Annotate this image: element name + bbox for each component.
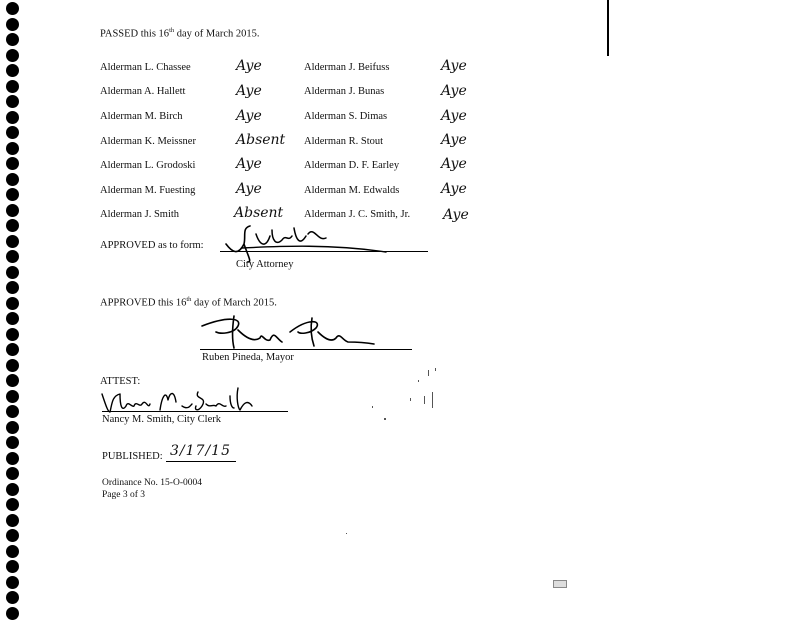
alderman-name: Alderman A. Hallett: [100, 86, 186, 97]
vote-mark: Aye: [441, 132, 467, 148]
alderman-name: Alderman S. Dimas: [304, 111, 388, 122]
binder-hole: [6, 436, 19, 449]
alderman-name: Alderman J. Smith: [100, 209, 180, 220]
binder-hole: [6, 390, 19, 403]
binder-hole: [6, 49, 19, 62]
scan-speck: [435, 368, 436, 371]
page-number: Page 3 of 3: [102, 490, 146, 500]
binder-hole: [6, 374, 19, 387]
binder-hole: [6, 560, 19, 573]
vote-mark: Aye: [236, 83, 262, 99]
binder-hole: [6, 80, 19, 93]
alderman-name: Alderman M. Fuesting: [100, 185, 196, 196]
alderman-name: Alderman M. Birch: [100, 111, 183, 122]
published-date-line: [166, 461, 236, 462]
binder-hole: [6, 421, 19, 434]
vote-mark: Aye: [441, 156, 467, 172]
scan-speck: [424, 396, 425, 404]
city-clerk-signature: [98, 384, 263, 418]
city-clerk-caption: Nancy M. Smith, City Clerk: [102, 414, 221, 425]
binder-hole: [6, 297, 19, 310]
alderman-name: Alderman R. Stout: [304, 136, 384, 147]
vote-mark: Aye: [441, 83, 467, 99]
approved-line: [100, 296, 277, 309]
passed-line: [100, 27, 260, 40]
alderman-name: Alderman J. C. Smith, Jr.: [304, 209, 411, 220]
binder-hole: [6, 545, 19, 558]
alderman-name: Alderman M. Edwalds: [304, 185, 400, 196]
binder-hole: [6, 64, 19, 77]
vote-mark: Absent: [236, 132, 286, 148]
vote-mark: Aye: [236, 108, 262, 124]
binder-hole: [6, 142, 19, 155]
mayor-signature: [198, 312, 378, 352]
binder-hole: [6, 250, 19, 263]
published-date: 3/17/15: [170, 443, 231, 459]
binder-hole: [6, 33, 19, 46]
scan-speck: [410, 398, 411, 401]
alderman-name: Alderman D. F. Earley: [304, 160, 400, 171]
passed-suffix: day of March 2015.: [174, 28, 260, 40]
published-label: PUBLISHED:: [102, 451, 163, 462]
vote-mark: Aye: [441, 108, 467, 124]
approved-form-label: APPROVED as to form:: [100, 240, 204, 251]
binder-hole: [6, 359, 19, 372]
ordinance-number: Ordinance No. 15-O-0004: [102, 478, 202, 488]
binder-hole: [6, 312, 19, 325]
city-attorney-signature-line: [220, 251, 428, 252]
binder-hole: [6, 18, 19, 31]
binder-hole: [6, 591, 19, 604]
binder-hole: [6, 498, 19, 511]
city-attorney-caption: City Attorney: [236, 259, 294, 270]
binder-hole: [6, 219, 19, 232]
approved-suffix: day of March 2015.: [191, 297, 277, 309]
passed-sup: th: [169, 27, 175, 34]
binder-hole: [6, 235, 19, 248]
binder-hole: [6, 173, 19, 186]
scan-edge-line: [607, 0, 609, 56]
scan-speck: [346, 533, 347, 534]
scan-speck: [428, 370, 429, 376]
scan-speck: [384, 418, 386, 420]
alderman-name: Alderman J. Bunas: [304, 86, 385, 97]
binder-hole: [6, 467, 19, 480]
alderman-name: Alderman K. Meissner: [100, 136, 196, 147]
binder-hole: [6, 483, 19, 496]
binder-hole: [6, 452, 19, 465]
binder-hole: [6, 281, 19, 294]
vote-mark: Aye: [441, 58, 467, 74]
approved-sup: th: [186, 296, 192, 303]
scan-speck: [432, 392, 433, 408]
binder-hole: [6, 529, 19, 542]
binder-hole: [6, 2, 19, 15]
binder-hole: [6, 328, 19, 341]
binder-hole: [6, 266, 19, 279]
binder-hole: [6, 405, 19, 418]
vote-mark: Absent: [234, 205, 284, 221]
binder-hole: [6, 204, 19, 217]
binder-hole: [6, 95, 19, 108]
city-attorney-signature: [222, 222, 392, 264]
scan-speck: [372, 406, 373, 408]
alderman-name: Alderman J. Beifuss: [304, 62, 390, 73]
city-clerk-signature-line: [102, 411, 288, 412]
vote-mark: Aye: [443, 207, 469, 223]
passed-prefix: PASSED this 16: [100, 28, 170, 40]
attest-label: ATTEST:: [100, 376, 141, 387]
vote-mark: Aye: [236, 58, 262, 74]
binder-hole: [6, 514, 19, 527]
vote-mark: Aye: [236, 181, 262, 197]
binder-hole: [6, 126, 19, 139]
binder-hole: [6, 188, 19, 201]
vote-mark: Aye: [441, 181, 467, 197]
alderman-name: Alderman L. Chassee: [100, 62, 191, 73]
mayor-signature-line: [200, 349, 412, 350]
binder-hole: [6, 576, 19, 589]
binder-hole: [6, 157, 19, 170]
vote-mark: Aye: [236, 156, 262, 172]
scan-speck: [418, 380, 419, 382]
binder-hole: [6, 343, 19, 356]
binder-hole: [6, 111, 19, 124]
mayor-caption: Ruben Pineda, Mayor: [202, 352, 294, 363]
scan-stamp-mark: [553, 580, 567, 588]
alderman-name: Alderman L. Grodoski: [100, 160, 196, 171]
binder-holes: [6, 0, 22, 618]
approved-prefix: APPROVED this 16: [100, 297, 187, 309]
